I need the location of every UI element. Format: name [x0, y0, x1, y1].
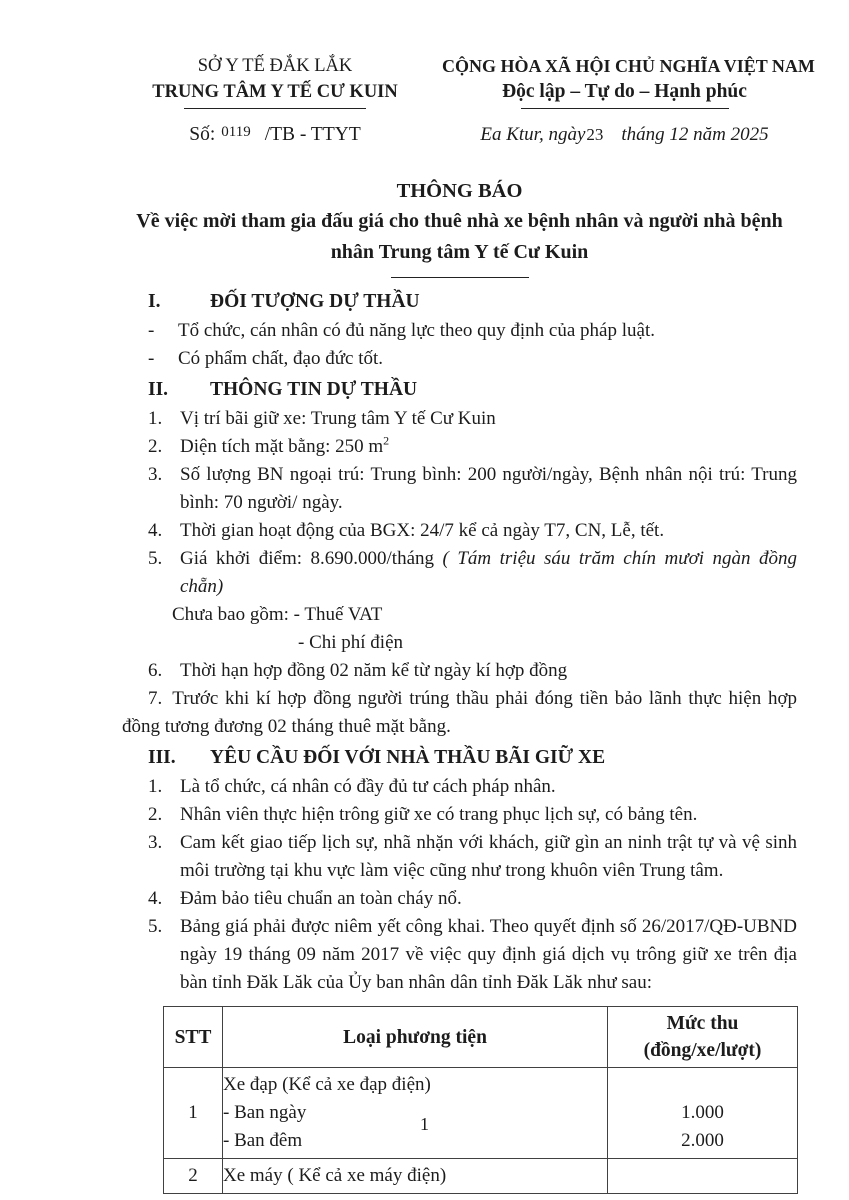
org-underline — [184, 108, 366, 109]
list-item — [148, 345, 797, 373]
list-item-text: Bảng giá phải được niêm yết công khai. Theo quyết định số 26/2017/QĐ-UBND ngày 19 tháng 09 năm 2017 về việc quy định giá dịch vụ trông giữ xe trên địa bàn tỉnh Đăk Lăk của Ủy ban nhân dân tỉnh Đăk Lăk như sau: — [180, 916, 797, 993]
org-parent-name: SỞ Y TẾ ĐẮK LẮK — [197, 56, 353, 76]
list-item-number: 2. — [148, 436, 163, 457]
list-item-text: Thời hạn hợp đồng 02 năm kể từ ngày kí hợp đồng — [180, 660, 568, 681]
excludes-note-line2: - Chi phí điện — [298, 632, 404, 653]
document-number-line — [125, 121, 425, 150]
list-item — [148, 885, 797, 913]
list-item — [148, 461, 797, 517]
header-cell-fee — [608, 1007, 798, 1068]
date-day: 23 — [586, 125, 604, 144]
list-item-number: 7. — [148, 688, 163, 709]
table-row — [164, 1159, 798, 1194]
fee-line: 1.000 — [681, 1102, 724, 1123]
header-cell-stt: STT — [164, 1007, 223, 1068]
excludes-note-line1: Chưa bao gồm: - Thuế VAT — [172, 604, 383, 625]
list-item-number: 5. — [148, 548, 163, 569]
list-item-number: 3. — [148, 464, 163, 485]
list-item-text: Tổ chức, cán nhân có đủ năng lực theo quy định của pháp luật. — [178, 320, 655, 341]
cell-fee — [608, 1159, 798, 1194]
list-item-text: Vị trí bãi giữ xe: Trung tâm Y tế Cư Kuin — [180, 408, 496, 429]
list-item-text: Cam kết giao tiếp lịch sự, nhã nhặn với khách, giữ gìn an ninh trật tự và vệ sinh môi trường tại khu vực làm việc cũng như trong khuôn viên Trung tâm. — [180, 832, 797, 881]
list-item-number: 5. — [148, 916, 163, 937]
list-item-text: Nhân viên thực hiện trông giữ xe có trang phục lịch sự, có bảng tên. — [180, 804, 698, 825]
list-item-text: Đảm bảo tiêu chuẩn an toàn cháy nổ. — [180, 888, 462, 909]
list-item-number: 4. — [148, 888, 163, 909]
vehicle-line: - Ban ngày — [223, 1102, 307, 1123]
list-item — [148, 517, 797, 545]
list-item — [148, 829, 797, 885]
fee-header-line1: Mức thu — [666, 1013, 739, 1034]
document-header — [0, 0, 849, 150]
list-item-text: Có phẩm chất, đạo đức tốt. — [178, 348, 384, 369]
document-title: THÔNG BÁO — [396, 180, 523, 202]
section-3-title: YÊU CẦU ĐỐI VỚI NHÀ THẦU BÃI GIỮ XE — [210, 747, 606, 768]
fee-table-header-row — [164, 1007, 798, 1068]
fee-table — [163, 1006, 798, 1194]
cell-stt: 1 — [164, 1068, 223, 1159]
ref-label: Số: — [189, 124, 216, 145]
section-1-title: ĐỐI TƯỢNG DỰ THẦU — [210, 291, 420, 312]
list-item-number: 1. — [148, 776, 163, 797]
fee-line — [608, 1162, 797, 1190]
list-item — [148, 657, 797, 685]
list-item-number: 2. — [148, 804, 163, 825]
section-1-heading — [148, 287, 797, 317]
list-item — [148, 433, 797, 461]
place-date-line — [442, 121, 807, 149]
vehicle-line: - Ban đêm — [223, 1130, 303, 1151]
national-motto-line1: CỘNG HÒA XÃ HỘI CHỦ NGHĨA VIỆT NAM — [442, 56, 815, 76]
national-motto-line2: Độc lập – Tự do – Hạnh phúc — [502, 81, 747, 102]
list-item — [148, 405, 797, 433]
issuing-org-block — [125, 53, 425, 150]
cell-vehicle — [223, 1159, 608, 1194]
header-cell-vehicle: Loại phương tiện — [223, 1007, 608, 1068]
superscript-2: 2 — [383, 433, 390, 448]
list-item-number: 1. — [148, 408, 163, 429]
title-block — [122, 176, 797, 278]
list-item-text — [180, 433, 797, 461]
dash-marker: - — [148, 348, 155, 369]
vehicle-line: Xe đạp (Kể cả xe đạp điện) — [223, 1074, 431, 1095]
list-item-text — [180, 545, 797, 601]
list-item — [148, 913, 797, 997]
area-text: Diện tích mặt bằng: 250 m — [180, 436, 384, 457]
list-item-text: Thời gian hoạt động của BGX: 24/7 kể cả ngày T7, CN, Lễ, tết. — [180, 520, 665, 541]
place-date-suffix: tháng 12 năm 2025 — [621, 124, 769, 145]
ref-code: /TB - TTYT — [264, 124, 361, 145]
fee-header-line2: (đồng/xe/lượt) — [643, 1040, 762, 1061]
list-item — [148, 317, 797, 345]
ref-number: 0119 — [221, 124, 251, 140]
document-subtitle-line1: Về việc mời tham gia đấu giá cho thuê nhà xe bệnh nhân và người nhà bệnh — [136, 210, 783, 232]
document-subtitle-line2: nhân Trung tâm Y tế Cư Kuin — [330, 241, 589, 263]
section-3-heading — [148, 743, 797, 773]
fee-line — [608, 1071, 797, 1099]
section-2-heading — [148, 375, 797, 405]
section-2-title: THÔNG TIN DỰ THẦU — [210, 379, 418, 400]
fee-line: 2.000 — [681, 1130, 724, 1151]
page-number: 1 — [420, 1114, 429, 1134]
starting-price-text: Giá khởi điểm: 8.690.000/tháng — [180, 548, 443, 569]
list-item — [148, 545, 797, 601]
section-3-number: III. — [148, 747, 176, 768]
list-item-number: 3. — [148, 832, 163, 853]
section-1-number: I. — [148, 291, 161, 312]
place-date-prefix: Ea Ktur, ngày — [480, 124, 586, 145]
list-item — [148, 773, 797, 801]
section-2-number: II. — [148, 379, 169, 400]
document-body — [122, 287, 797, 1194]
vehicle-line: Xe máy ( Kể cả xe máy điện) — [223, 1165, 447, 1186]
list-item-text: Trước khi kí hợp đồng người trúng thầu phải đóng tiền bảo lãnh thực hiện hợp đồng tương đương 02 tháng thuê mặt bằng. — [122, 688, 797, 737]
org-name: TRUNG TÂM Y TẾ CƯ KUIN — [152, 82, 398, 102]
motto-underline — [521, 108, 729, 109]
list-item-number: 6. — [148, 660, 163, 681]
title-underline — [391, 277, 529, 278]
list-item-text: Là tổ chức, cá nhân có đầy đủ tư cách pháp nhân. — [180, 776, 556, 797]
list-item — [148, 801, 797, 829]
price-in-words: ( Tám triệu sáu trăm chín mươi ngàn đồng chẵn) — [180, 548, 797, 597]
cell-stt: 2 — [164, 1159, 223, 1194]
list-item — [122, 685, 797, 741]
list-item-text: Số lượng BN ngoại trú: Trung bình: 200 người/ngày, Bệnh nhân nội trú: Trung bình: 70 người/ ngày. — [180, 464, 797, 513]
dash-marker: - — [148, 320, 155, 341]
national-header-block — [442, 53, 815, 150]
list-item-number: 4. — [148, 520, 163, 541]
